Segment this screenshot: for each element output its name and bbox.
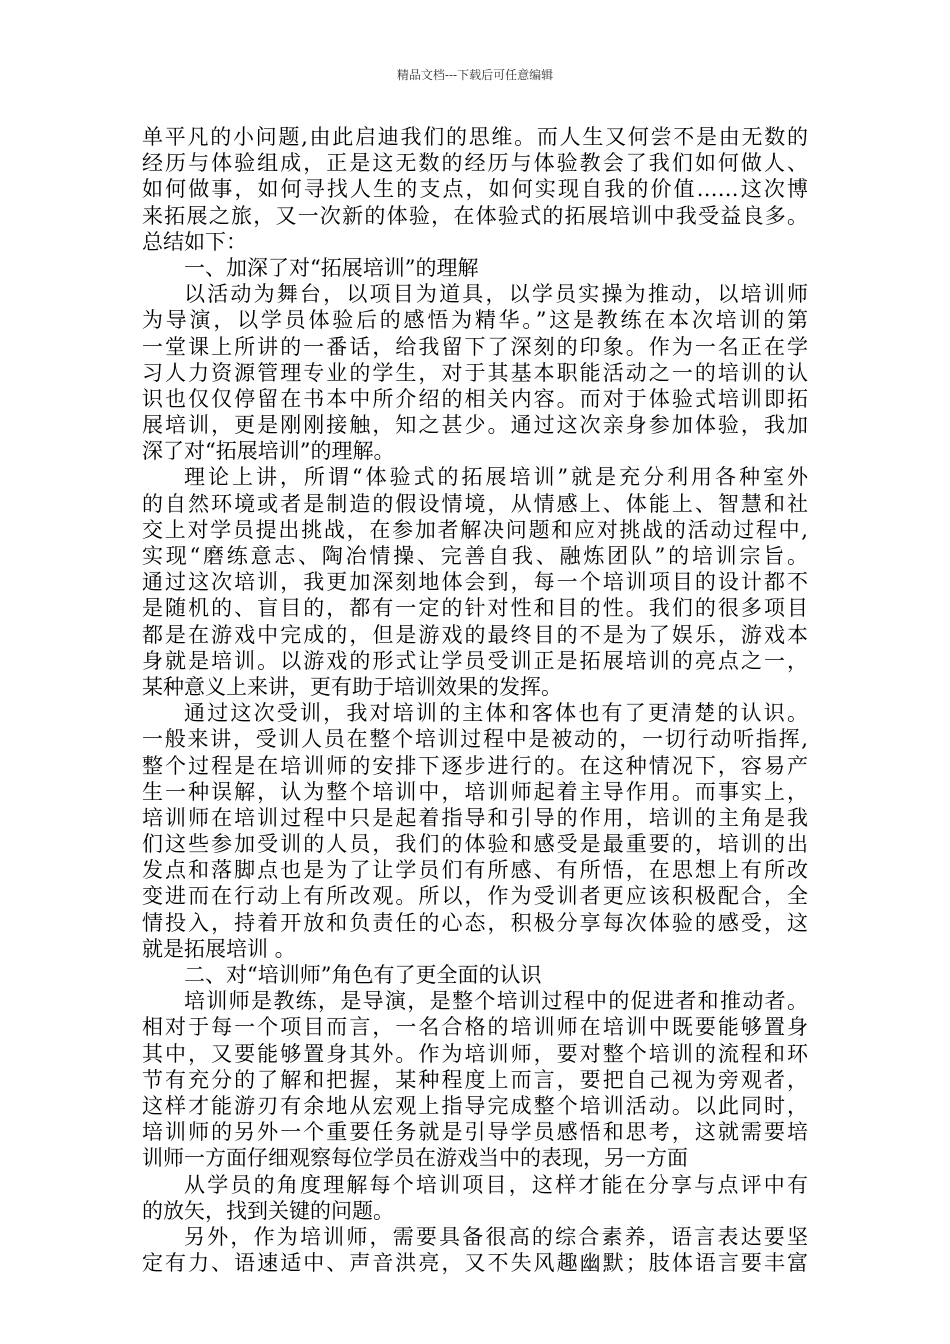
text-line: 如何做事，如何寻找人生的支点，如何实现自我的价值……这次博 — [142, 177, 808, 202]
text-line: 某种意义上来讲，更有助于培训效果的发挥。 — [142, 674, 562, 699]
text-line: 理论上讲，所谓“体验式的拓展培训”就是充分利用各种室外 — [184, 465, 808, 490]
text-line: 变进而在行动上有所改观。所以，作为受训者更应该积极配合，全 — [142, 884, 808, 909]
text-line: 实现“磨练意志、陶冶情操、完善自我、融炼团队”的培训宗旨。 — [142, 544, 808, 568]
text-line: 的自然环境或者是制造的假设情境，从情感上、体能上、智慧和社 — [142, 491, 808, 516]
text-line: 一、加深了对“拓展培训”的理解 — [184, 255, 479, 280]
text-line: 一般来讲，受训人员在整个培训过程中是被动的，一切行动听指挥, — [142, 727, 808, 752]
text-line: 其中，又要能够置身其外。作为培训师，要对整个培训的流程和环 — [142, 1041, 808, 1066]
text-line: 习人力资源管理专业的学生，对于其基本职能活动之一的培训的认 — [142, 360, 808, 385]
text-line: 这样才能游刃有余地从宏观上指导完成整个培训活动。以此同时， — [142, 1093, 808, 1118]
text-line: 以活动为舞台，以项目为道具，以学员实操为推动，以培训师 — [184, 282, 808, 307]
text-line: 另外，作为培训师，需要具备很高的综合素养，语言表达要坚 — [184, 1224, 808, 1249]
text-line: 通过这次培训，我更加深刻地体会到，每一个培训项目的设计都不 — [142, 570, 808, 595]
text-line: 深了对“拓展培训”的理解。 — [142, 439, 395, 464]
text-line: 相对于每一个项目而言，一名合格的培训师在培训中既要能够置身 — [142, 1015, 808, 1040]
text-line: 的放矢，找到关键的问题。 — [142, 1198, 394, 1223]
text-line: 发点和落脚点也是为了让学员们有所感、有所悟，在思想上有所改 — [142, 858, 808, 883]
text-line: 都是在游戏中完成的，但是游戏的最终目的不是为了娱乐，游戏本 — [142, 622, 808, 647]
text-line: 从学员的角度理解每个培训项目，这样才能在分享与点评中有 — [184, 1172, 808, 1197]
text-line: 身就是培训。以游戏的形式让学员受训正是拓展培训的亮点之一， — [142, 648, 808, 673]
text-line: 通过这次受训，我对培训的主体和客体也有了更清楚的认识。 — [184, 701, 808, 726]
text-line: 是随机的、盲目的，都有一定的针对性和目的性。我们的很多项目 — [142, 596, 808, 621]
text-line: 经历与体验组成，正是这无数的经历与体验教会了我们如何做人、 — [142, 151, 808, 176]
text-line: 就是拓展培训 。 — [142, 936, 296, 961]
text-line: 整个过程是在培训师的安排下逐步进行的。在这种情况下，容易产 — [142, 753, 808, 778]
text-line: 节有充分的了解和把握，某种程度上而言，要把自己视为旁观者， — [142, 1067, 808, 1092]
text-line: 生一种误解，认为整个培训中，培训师起着主导作用。而事实上， — [142, 779, 808, 804]
text-line: 为导演，以学员体验后的感悟为精华。”这是教练在本次培训的第 — [142, 308, 808, 333]
text-line: 情投入，持着开放和负责任的心态，积极分享每次体验的感受，这 — [142, 910, 808, 935]
text-line: 一堂课上所讲的一番话，给我留下了深刻的印象。作为一名正在学 — [142, 334, 808, 359]
text-line: 培训师在培训过程中只是起着指导和引导的作用，培训的主角是我 — [142, 805, 808, 830]
text-line: 二、对“培训师”角色有了更全面的认识 — [184, 963, 542, 987]
text-line: 来拓展之旅，又一次新的体验，在体验式的拓展培训中我受益良多。 — [142, 203, 808, 228]
text-line: 培训师是教练，是导演，是整个培训过程中的促进者和推动者。 — [184, 989, 808, 1014]
text-line: 训师一方面仔细观察每位学员在游戏当中的表现，另一方面 — [142, 1146, 688, 1171]
text-line: 识也仅仅停留在书本中所介绍的相关内容。而对于体验式培训即拓 — [142, 386, 808, 411]
document-body — [142, 124, 808, 1276]
text-line: 培训师的另外一个重要任务就是引导学员感悟和思考，这就需要培 — [142, 1120, 808, 1145]
text-line: 单平凡的小问题,由此启迪我们的思维。而人生又何尝不是由无数的 — [142, 125, 808, 149]
text-line: 展培训，更是刚刚接触，知之甚少。通过这次亲身参加体验，我加 — [142, 413, 808, 438]
page-header: 精品文档---下载后可任意编辑 — [396, 68, 554, 82]
text-line: 们这些参加受训的人员，我们的体验和感受是最重要的，培训的出 — [142, 832, 808, 857]
text-line: 交上对学员提出挑战，在参加者解决问题和应对挑战的活动过程中, — [142, 517, 808, 542]
text-line: 定有力、语速适中、声音洪亮，又不失风趣幽默；肢体语言要丰富 — [142, 1251, 808, 1276]
text-line: 总结如下： — [142, 229, 247, 254]
